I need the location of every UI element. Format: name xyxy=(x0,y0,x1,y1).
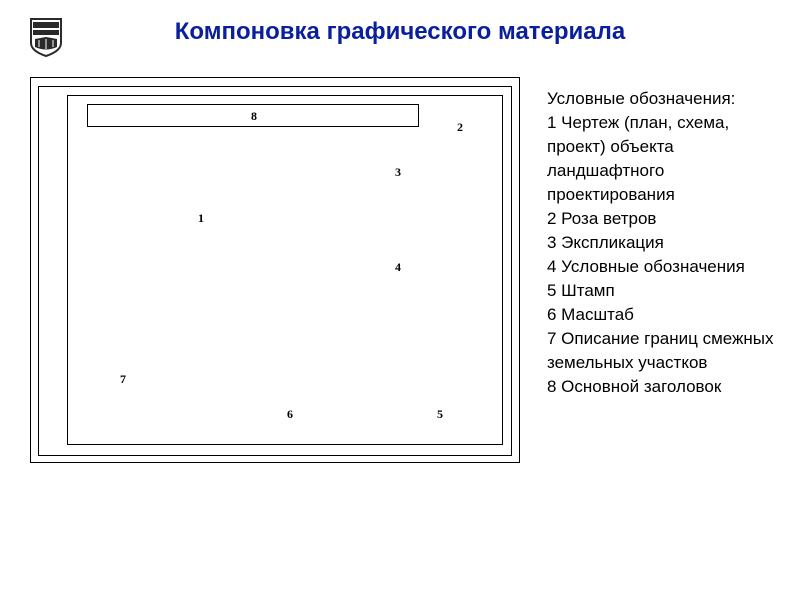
label-2-wind-rose: 2 xyxy=(457,120,463,134)
legend-panel xyxy=(547,87,792,399)
label-3-explication: 3 xyxy=(395,165,401,179)
legend-item-4: 4 Условные обозначения xyxy=(547,257,745,276)
legend-item-6: 6 Масштаб xyxy=(547,305,634,324)
label-8-main-title: 8 xyxy=(251,109,257,123)
legend-heading: Условные обозначения: xyxy=(547,89,736,108)
legend-item-7: 7 Описание границ смежных земельных участков xyxy=(547,329,774,372)
legend-item-8: 8 Основной заголовок xyxy=(547,377,722,396)
legend-item-1: 1 Чертеж (план, схема, проект) объекта ландшафтного проектирования xyxy=(547,113,730,204)
label-4-legend: 4 xyxy=(395,260,401,274)
legend-item-5: 5 Штамп xyxy=(547,281,615,300)
legend-item-2: 2 Роза ветров xyxy=(547,209,657,228)
label-7-boundaries: 7 xyxy=(120,372,126,386)
drawing-area-frame xyxy=(67,95,503,445)
label-5-stamp: 5 xyxy=(437,407,443,421)
label-6-scale: 6 xyxy=(287,407,293,421)
page-title: Компоновка графического материала xyxy=(174,18,626,45)
label-1-drawing: 1 xyxy=(198,211,204,225)
legend-item-3: 3 Экспликация xyxy=(547,233,664,252)
